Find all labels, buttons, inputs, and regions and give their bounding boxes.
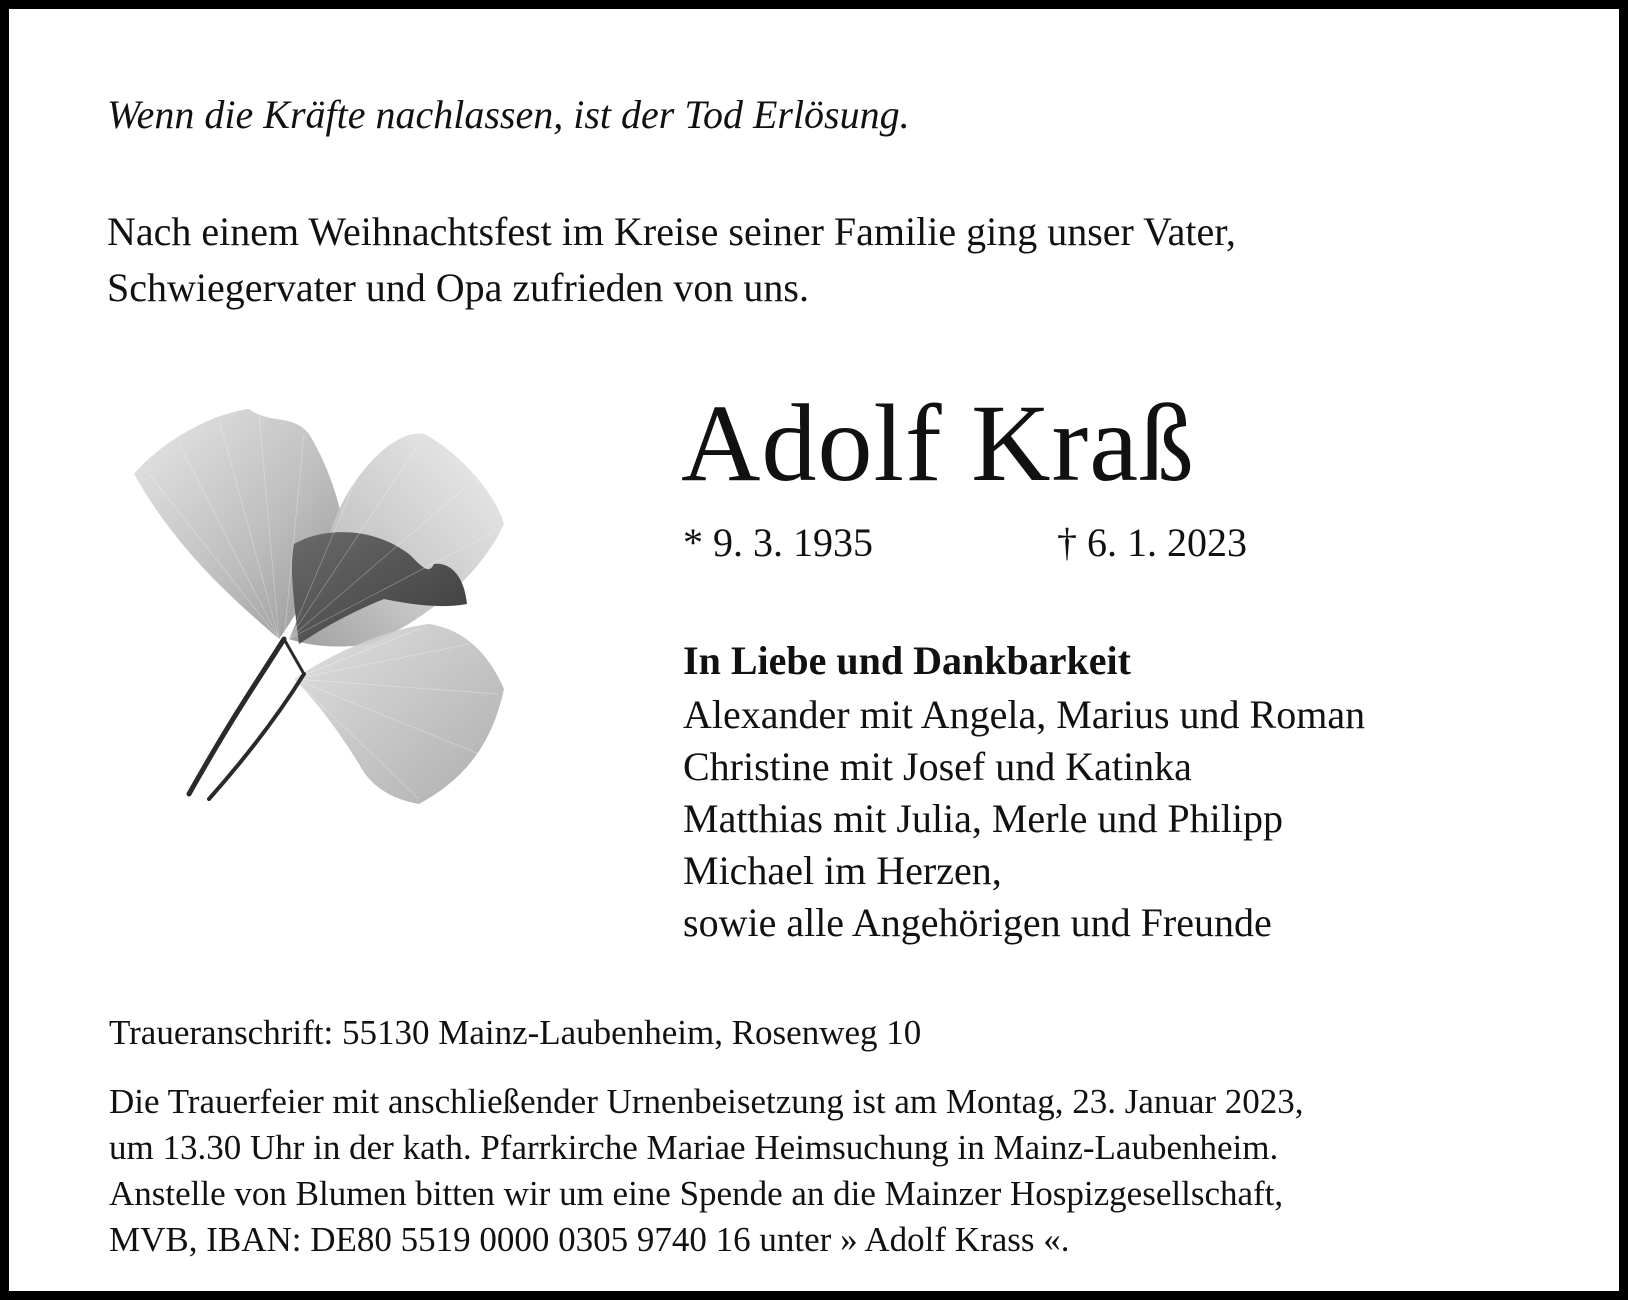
deceased-name: Adolf Kraß [681, 382, 1196, 504]
mourner-line: Alexander mit Angela, Marius und Roman [683, 692, 1366, 737]
intro-line: Schwiegervater und Opa zufrieden von uns. [107, 265, 809, 310]
service-line: Anstelle von Blumen bitten wir um eine Spende an die Mainzer Hospizgesellschaft, [109, 1174, 1284, 1213]
mourner-line: Matthias mit Julia, Merle und Philipp [683, 796, 1283, 841]
death-date: † 6. 1. 2023 [1057, 520, 1247, 565]
intro-line: Nach einem Weihnachtsfest im Kreise seiner Familie ging unser Vater, [107, 209, 1236, 254]
mourners-heading: In Liebe und Dankbarkeit [683, 638, 1131, 683]
ginkgo-leaf-icon [119, 404, 539, 844]
service-line: um 13.30 Uhr in der kath. Pfarrkirche Mariae Heimsuchung in Mainz-Laubenheim. [109, 1128, 1279, 1167]
birth-date: * 9. 3. 1935 [683, 520, 873, 565]
motto-quote: Wenn die Kräfte nachlassen, ist der Tod Erlösung. [107, 92, 910, 137]
mourner-line: Michael im Herzen, [683, 848, 1002, 893]
mourner-line: Christine mit Josef und Katinka [683, 744, 1192, 789]
mourner-line: sowie alle Angehörigen und Freunde [683, 900, 1272, 945]
intro-text [107, 204, 1236, 316]
service-line: Die Trauerfeier mit anschließender Urnenbeisetzung ist am Montag, 23. Januar 2023, [109, 1082, 1304, 1121]
ginkgo-leaf-lower [294, 624, 504, 804]
service-details [109, 1079, 1304, 1263]
ginkgo-stem [189, 639, 284, 794]
mourning-address: Traueranschrift: 55130 Mainz-Laubenheim, Rosenweg 10 [109, 1013, 922, 1052]
mourners-list [683, 689, 1365, 949]
service-line: MVB, IBAN: DE80 5519 0000 0305 9740 16 unter » Adolf Krass «. [109, 1220, 1070, 1259]
